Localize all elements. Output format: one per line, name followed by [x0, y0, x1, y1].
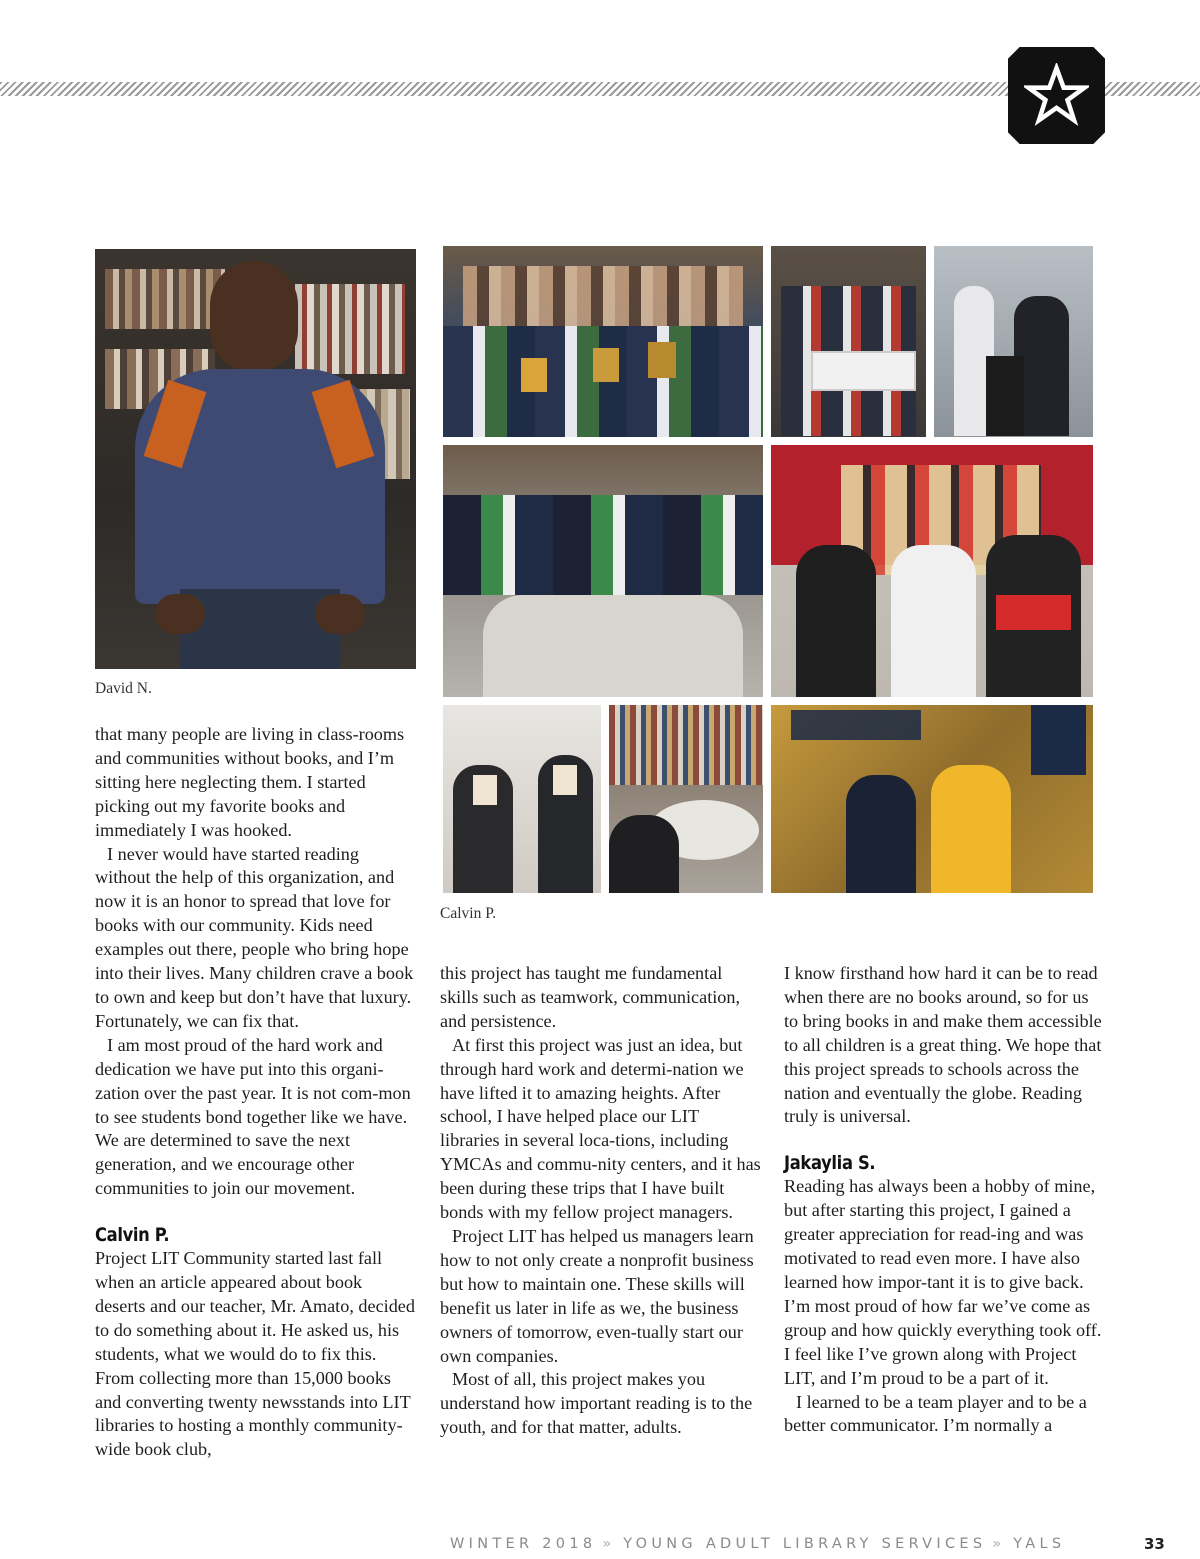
col1-paragraph-4: Project LIT Community started last fall when an article appeared about book deserts and our teacher, Mr. Amato, decided to do something about it. He asked us, his students, what we would do to fix this. From collecting more than 15,000 books and converting twenty newsstands into LIT libraries to hosting a monthly community-wide book club, — [95, 1248, 415, 1460]
footer-publication: YOUNG ADULT LIBRARY SERVICES — [623, 1536, 987, 1552]
col1-paragraph-2: I never would have started reading without the help of this organization, and now it is an honor to spread that love for books with our community. Kids need examples out there, people who bring hope into their lives. Many children crave a book to own and keep but don’t have that luxury. Fortunately, we can fix that. — [95, 843, 414, 1031]
footer-separator-1: » — [602, 1536, 614, 1552]
photo-group-books — [443, 246, 763, 437]
caption-david: David N. — [95, 680, 152, 697]
col1-paragraph-1: that many people are living in class-rooms and communities without books, and I’m sitting here neglecting them. I started picking out my favorite books and immediately I was hooked. — [95, 724, 405, 840]
col2-paragraph-3: Project LIT has helped us managers learn how to not only create a nonprofit business but how to maintain one. These skills will benefit us later in life as we, the business owners of tomorrow, even-tually start our own companies. — [440, 1225, 754, 1366]
footer-season: WINTER 2018 — [450, 1536, 597, 1552]
col1-paragraph-3: I am most proud of the hard work and dedication we have put into this organi-zation over the past year. It is not com-mon to see students bond together like we have. We are determined to save the next generation, and we encourage other communities to join our movement. — [95, 1034, 411, 1199]
text-column-3 — [784, 962, 1106, 1438]
col3-paragraph-2: Reading has always been a hobby of mine, but after starting this project, I gained a greater appreciation for read-ing and was motivated to read even more. I have also learned how impor-tant it is to give back. I’m most proud of how far we’ve come as group and how quickly everything took off. I feel like I’ve grown along with Project LIT, and I’m proud to be a part of it. — [784, 1176, 1102, 1388]
page-number: 33 — [1144, 1535, 1165, 1553]
col3-paragraph-3: I learned to be a team player and to be a better communicator. I’m normally a — [784, 1391, 1087, 1436]
star-badge — [1008, 47, 1105, 144]
text-column-2 — [440, 962, 762, 1440]
photo-men-with-stand — [934, 246, 1093, 437]
photo-portrait-david — [95, 249, 416, 669]
col2-paragraph-1: this project has taught me fundamental skills such as teamwork, communication, and persistence. — [440, 963, 741, 1031]
text-column-1 — [95, 723, 417, 1462]
photo-students-library-wall — [771, 445, 1093, 697]
col3-paragraph-1: I know firsthand how hard it can be to read when there are no books around, so for us to bring books in and make them accessible to all children is a great thing. We hope that this project spreads to schools across the nation and eventually the globe. Reading truly is universal. — [784, 963, 1102, 1127]
caption-calvin: Calvin P. — [440, 905, 496, 922]
col2-paragraph-2: At first this project was just an idea, but through hard work and determi-nation we have lifted it to amazing heights. After school, I have helped place our LIT libraries in several loca-tions, including YMCAs and commu-nity centers, and it has been during these trips that I have built bonds with my fellow project managers. — [440, 1034, 761, 1223]
heading-jakaylia: Jakaylia S. — [784, 1152, 876, 1175]
photo-library-meeting — [609, 705, 763, 893]
photo-class-reading — [443, 705, 601, 893]
photo-check-presentation — [771, 246, 926, 437]
heading-calvin: Calvin P. — [95, 1224, 170, 1247]
col2-paragraph-4: Most of all, this project makes you understand how important reading is to the youth, and for that matter, adults. — [440, 1369, 753, 1438]
star-icon — [1024, 63, 1089, 128]
footer-separator-2: » — [992, 1536, 1004, 1552]
photo-predators-foundation — [771, 705, 1093, 893]
footer-abbrev: YALS — [1013, 1536, 1066, 1552]
photo-classroom-table — [443, 445, 763, 697]
footer-running-head — [450, 1536, 1110, 1556]
